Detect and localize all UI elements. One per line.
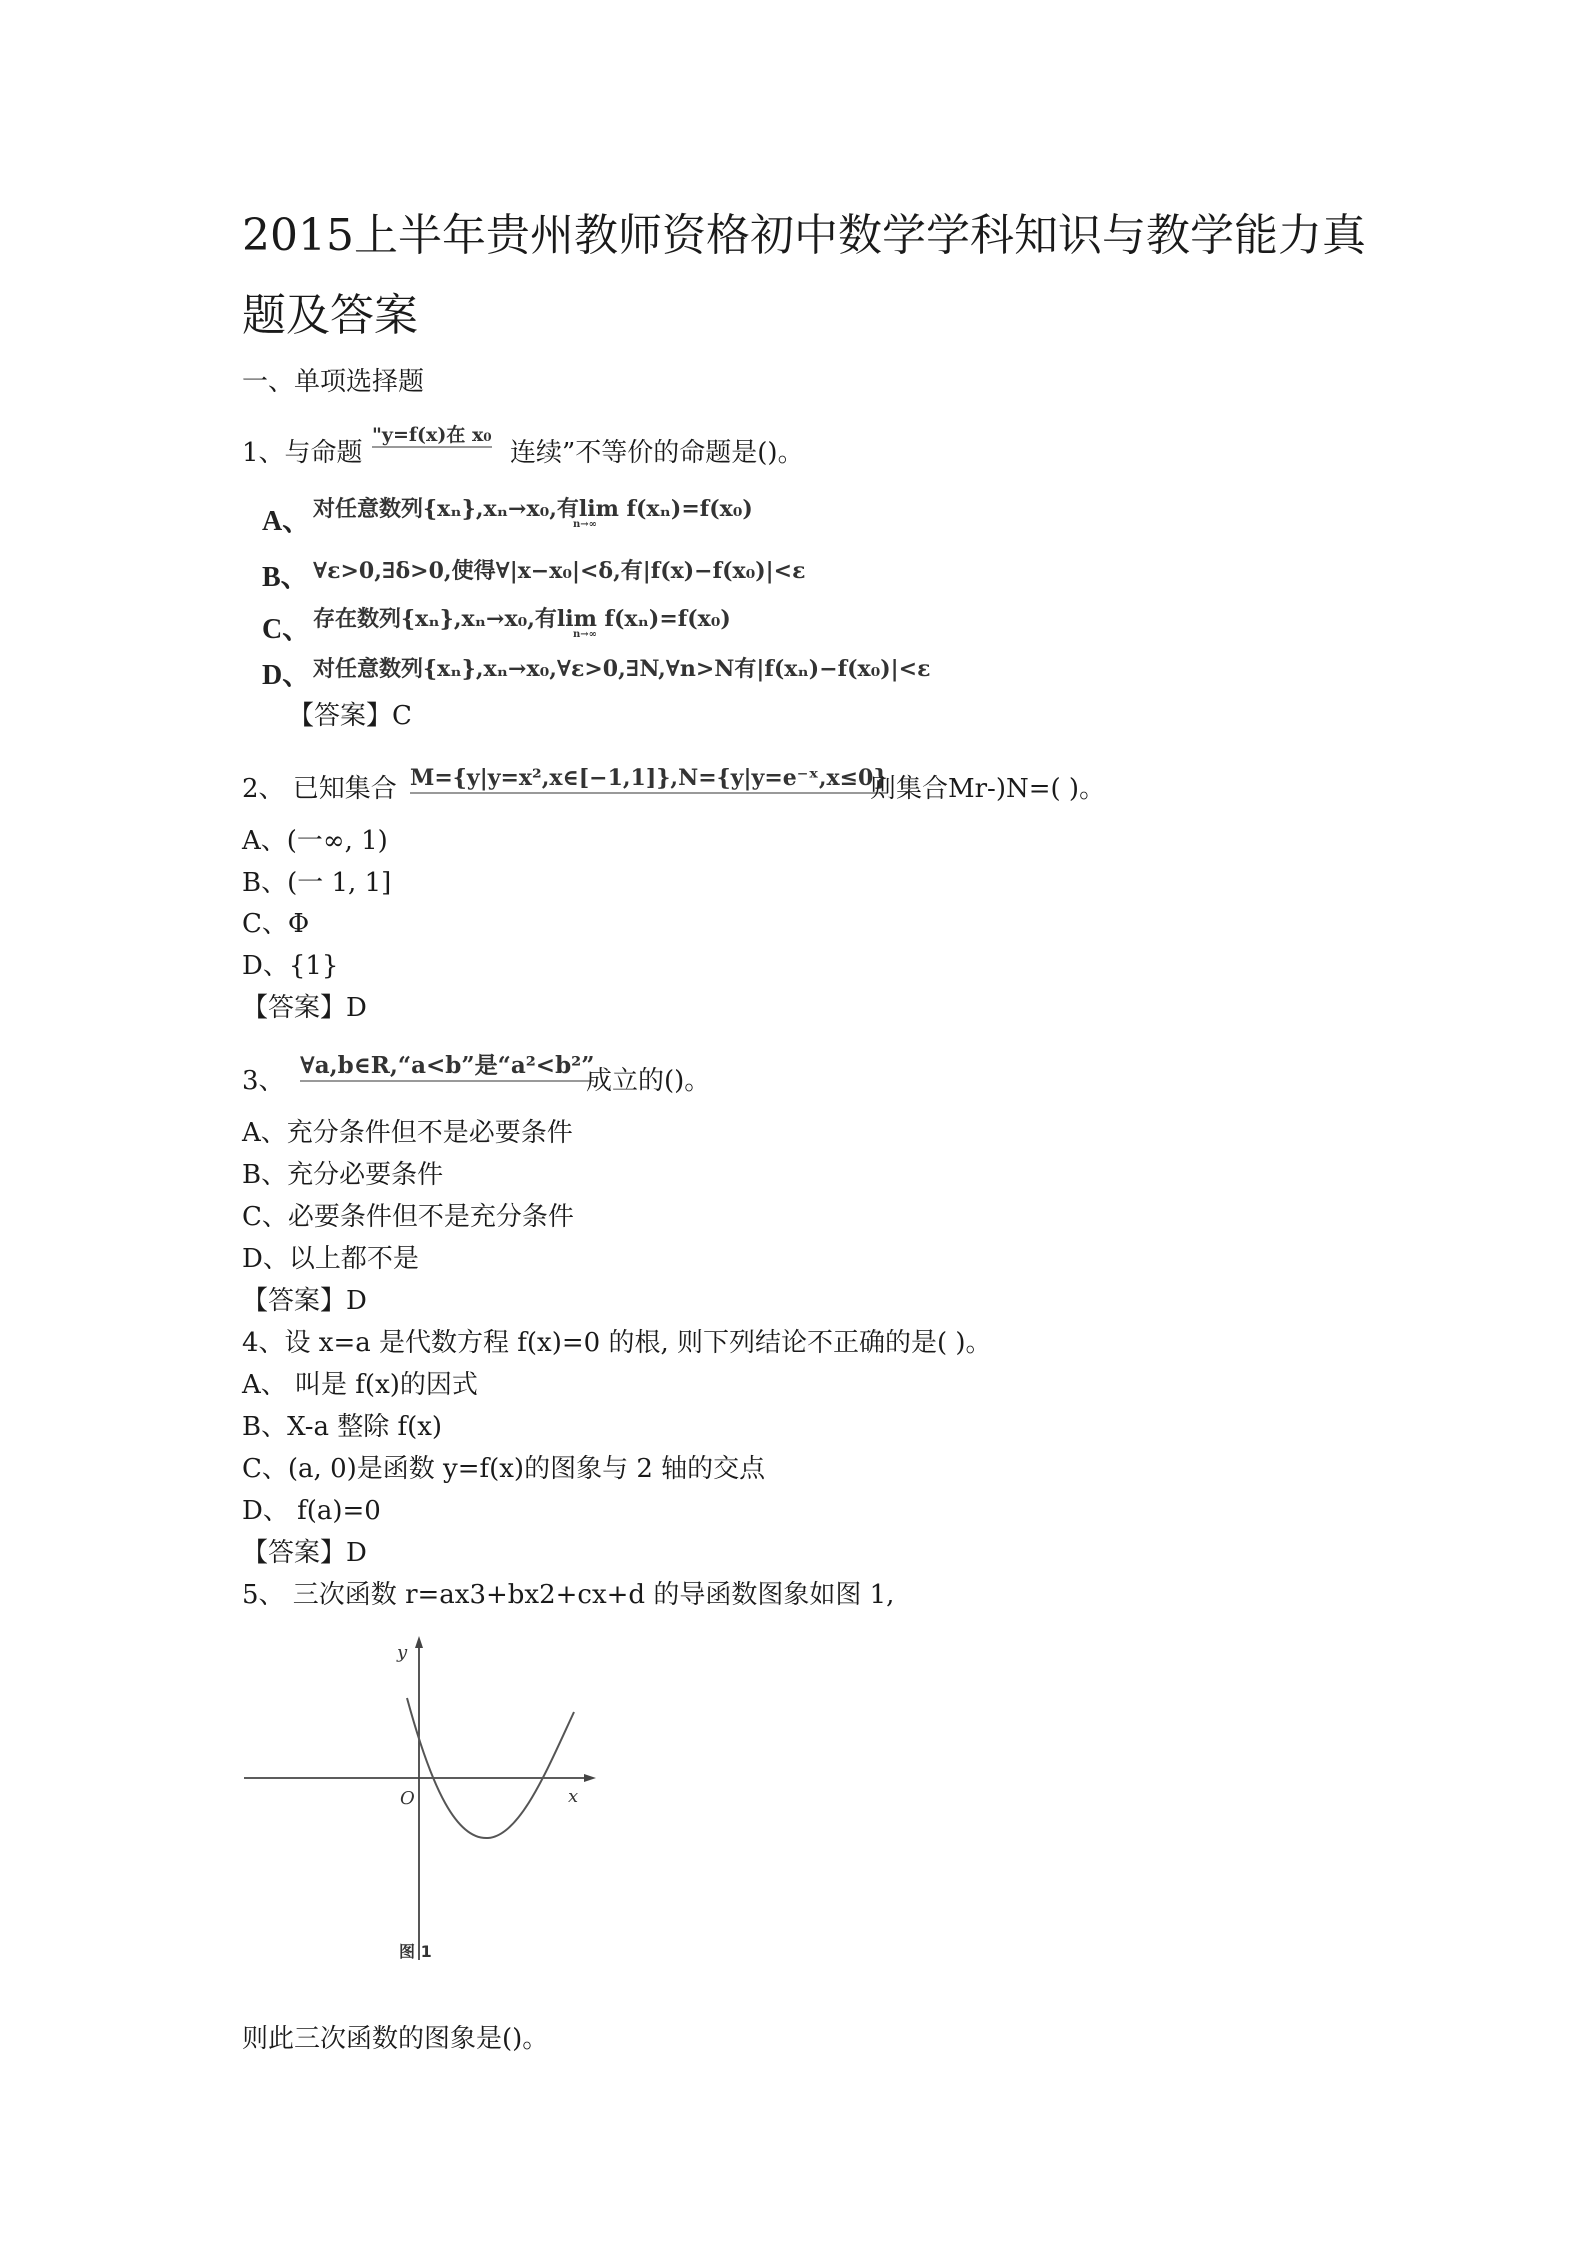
q2-option-c: C、Φ — [242, 909, 310, 939]
option-formula: 对任意数列{xₙ},xₙ→x₀,有lim f(xₙ)=f(x₀) — [313, 496, 753, 522]
document-title-line1: 2015上半年贵州教师资格初中数学学科知识与教学能力真 — [242, 210, 1366, 261]
q1-prefix: 1、与命题 — [242, 438, 363, 468]
option-letter: D、 — [262, 660, 311, 691]
q4-option-d: D、 f(a)=0 — [242, 1496, 381, 1526]
q2-option-a: A、(一∞, 1) — [242, 826, 388, 856]
q2-prefix: 2、 已知集合 — [242, 774, 397, 804]
q3-suffix: 成立的()。 — [586, 1066, 711, 1096]
q4-stem: 4、设 x=a 是代数方程 f(x)=0 的根, 则下列结论不正确的是( )。 — [242, 1328, 992, 1358]
option-formula: ∀ε>0,∃δ>0,使得∀|x−x₀|<δ,有|f(x)−f(x₀)|<ε — [313, 558, 806, 584]
q2-option-b: B、(一 1, 1] — [242, 868, 392, 898]
q4-option-c: C、(a, 0)是函数 y=f(x)的图象与 2 轴的交点 — [242, 1454, 766, 1484]
q2-answer: 【答案】D — [242, 993, 367, 1023]
q3-option-b: B、充分必要条件 — [242, 1160, 444, 1190]
q4-option-a: A、 叫是 f(x)的因式 — [242, 1370, 478, 1400]
option-letter: B、 — [262, 562, 309, 593]
q3-prefix: 3、 — [242, 1066, 285, 1096]
q1-formula: "y=f(x)在 x₀ — [372, 424, 492, 446]
limit-subscript: n→∞ — [573, 519, 597, 530]
q3-option-d: D、以上都不是 — [242, 1244, 419, 1274]
q2-option-d: D、{1} — [242, 951, 339, 981]
q3-option-c: C、必要条件但不是充分条件 — [242, 1202, 574, 1232]
option-formula: 存在数列{xₙ},xₙ→x₀,有lim f(xₙ)=f(x₀) — [313, 606, 731, 632]
option-letter: C、 — [262, 614, 311, 645]
section-heading: 一、单项选择题 — [242, 367, 425, 397]
option-formula: 对任意数列{xₙ},xₙ→x₀,∀ε>0,∃N,∀n>N有|f(xₙ)−f(x₀)|<ε — [313, 656, 931, 682]
q1-suffix: 连续”不等价的命题是()。 — [510, 438, 804, 468]
q3-answer: 【答案】D — [242, 1286, 367, 1316]
q3-option-a: A、充分条件但不是必要条件 — [242, 1118, 573, 1148]
origin-label: O — [400, 1788, 415, 1809]
q5-stem: 5、 三次函数 r=ax3+bx2+cx+d 的导函数图象如图 1, — [242, 1580, 895, 1610]
q2-formula: M={y|y=x²,x∈[−1,1]},N={y|y=e⁻ˣ,x≤0} — [410, 764, 888, 794]
q1-answer: 【答案】C — [288, 701, 412, 731]
q5-after: 则此三次函数的图象是()。 — [242, 2024, 549, 2054]
y-axis-label: y — [397, 1642, 408, 1663]
document-title-line2: 题及答案 — [242, 290, 418, 341]
q3-formula: ∀a,b∈R,“a<b”是“a²<b²” — [300, 1052, 594, 1082]
x-axis-label: x — [568, 1786, 579, 1807]
limit-subscript: n→∞ — [573, 629, 597, 640]
q2-suffix: 则集合Mr-)N=( )。 — [870, 774, 1106, 804]
derivative-graph-figure — [242, 1630, 600, 1970]
figure-caption: 图 1 — [399, 1942, 432, 1961]
q4-answer: 【答案】D — [242, 1538, 367, 1568]
option-letter: A、 — [262, 506, 311, 537]
q4-option-b: B、X-a 整除 f(x) — [242, 1412, 443, 1442]
